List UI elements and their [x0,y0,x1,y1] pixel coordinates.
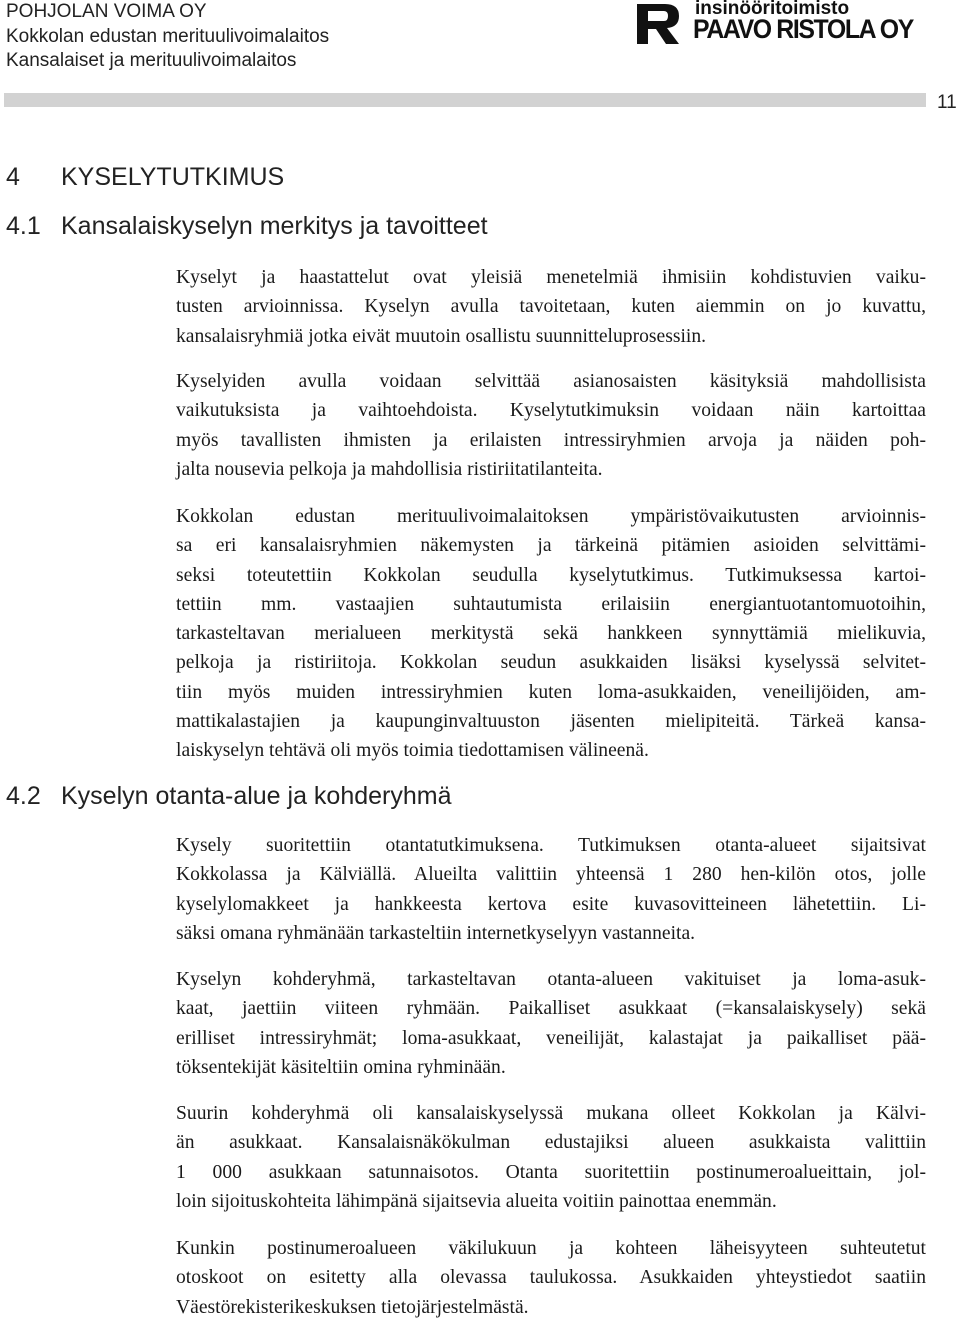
text-line: Kokkolassa ja Kälviällä. Alueilta valittiin yhteensä 1 280 hen-kilön otos, jolle [176,864,926,886]
section-heading-4-2 [6,782,452,811]
paragraph-3 [176,502,926,766]
section-number: 4.1 [6,212,41,240]
text-line: Kokkolan edustan merituulivoimalaitoksen ympäristövaikutusten arvioinnis- [176,506,926,527]
text-line: seksi toteutettiin Kokkolan seudulla kyselytutkimus. Tutkimuksessa kartoi- [176,564,926,586]
section-heading-4 [6,163,284,192]
header-project: Kokkolan edustan merituulivoimalaitos [6,25,330,47]
text-line: jalta nousevia pelkoja ja mahdollisia ristiriitatilanteita. [176,458,603,480]
paragraph-6 [176,1099,926,1216]
text-line: sa eri kansalaisryhmien näkemysten ja tärkeinä pitämien asioiden selvittämi- [176,535,926,557]
text-line: vaikutuksista ja vaihtoehdoista. Kyselytutkimuksin voidaan näin kartoittaa [176,400,926,422]
header-report-title: Kansalaiset ja merituulivoimalaitos [6,50,297,71]
section-title: KYSELYTUTKIMUS [61,163,285,191]
text-line: Suurin kohderyhmä oli kansalaiskyselyssä mukana olleet Kokkolan ja Kälvi- [176,1103,926,1124]
text-line: kyselylomakkeet ja hankkeesta kertova esite kuvasovitteineen lähetettiin. Li- [176,893,926,915]
text-line: Kunkin postinumeroalueen väkilukuun ja kohteen läheisyyteen suhteutetut [176,1238,926,1259]
text-line: töksentekijät käsiteltiin omina ryhminään. [176,1056,506,1078]
section-number: 4 [6,163,20,191]
text-line: kaat, jaettiin viiteen ryhmään. Paikalliset asukkaat (=kansalaiskysely) sekä [176,998,926,1020]
text-line: Kyselyiden avulla voidaan selvittää asianosaisten käsityksiä mahdollisista [176,371,926,392]
section-title: Kansalaiskyselyn merkitys ja tavoitteet [61,212,488,240]
text-line: än asukkaat. Kansalaisnäkökulman edustajiksi alueen asukkaista valittiin [176,1132,926,1154]
text-line: Kyselyn kohderyhmä, tarkasteltavan otanta-alueen vakituiset ja loma-asuk- [176,969,926,990]
text-line: loin sijoituskohteita lähimpänä sijaitsevia alueita voitiin painottaa enemmän. [176,1190,777,1212]
logo-text-small: insinööritoimisto [695,0,850,19]
text-line: tettiin mm. vastaajien suhtautumista erilaisiin energiantuotantomuotoihin, [176,593,926,615]
logo-text-company: PAAVO RISTOLA OY [693,14,913,44]
text-line: Väestörekisterikeskuksen tietojärjestelmästä. [176,1296,529,1318]
text-line: tusten arvioinnissa. Kyselyn avulla tavoitetaan, kuten aiemmin on jo kuvattu, [176,296,926,318]
text-line: pelkoja ja ristiriitoja. Kokkolan seudun asukkaiden lisäksi kyselyssä selvitet- [176,652,926,674]
text-line: otoskoot on esitetty alla olevassa taulukossa. Asukkaiden yhteystiedot saatiin [176,1267,926,1289]
text-line: kansalaisryhmiä jotka eivät muutoin osallistu suunnitteluprosessiin. [176,325,707,347]
paragraph-5 [176,965,926,1082]
text-line: laiskyselyn tehtävä oli myös toimia tiedottamisen välineenä. [176,740,649,762]
document-header [6,0,329,74]
paragraph-4 [176,831,926,948]
header-rule [4,93,926,107]
text-line: mattikalastajien ja kaupunginvaltuuston jäsenten mielipiteitä. Tärkeä kansa- [176,711,926,733]
text-line: tarkasteltavan merialueen merkitystä sekä hankkeen synnyttämiä mielikuvia, [176,623,926,645]
section-number: 4.2 [6,782,41,810]
text-line: 1 000 asukkaan satunnaisotos. Otanta suoritettiin postinumeroalueittain, jol- [176,1161,926,1183]
page-number: 11 [937,92,957,113]
text-line: säksi omana ryhmänään tarkasteltiin internetkyselyyn vastanneita. [176,922,696,944]
text-line: Kyselyt ja haastattelut ovat yleisiä menetelmiä ihmisiin kohdistuvien vaiku- [176,267,926,288]
section-title: Kyselyn otanta-alue ja kohderyhmä [61,782,452,810]
paragraph-2 [176,367,926,484]
section-heading-4-1 [6,212,488,241]
text-line: erilliset intressiryhmät; loma-asukkaat, veneilijät, kalastajat ja paikalliset pää- [176,1027,926,1049]
paragraph-7 [176,1234,926,1322]
text-line: Kysely suoritettiin otantatutkimuksena. Tutkimuksen otanta-alueet sijaitsivat [176,835,926,856]
text-line: myös tavallisten ihmisten ja erilaisten intressiryhmien arvoja ja näiden poh- [176,429,926,451]
text-line: tiin myös muiden intressiryhmien kuten loma-asukkaiden, veneilijöiden, am- [176,681,926,703]
paragraph-1 [176,263,926,351]
company-logo [637,0,927,44]
header-company: POHJOLAN VOIMA OY [6,1,207,22]
ristola-r-logo-icon [637,4,681,44]
